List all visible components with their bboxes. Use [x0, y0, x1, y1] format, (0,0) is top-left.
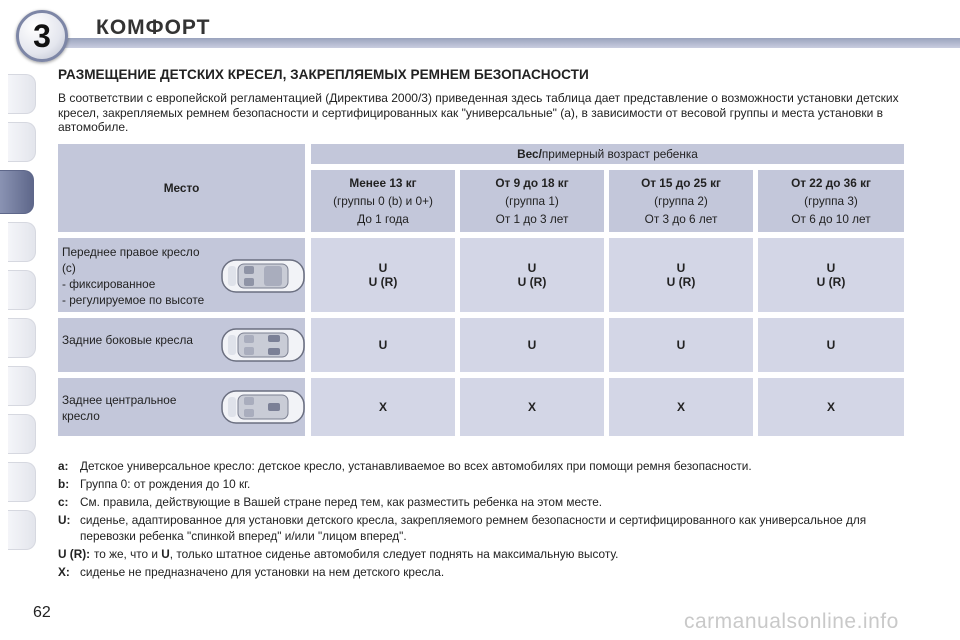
place-sub-option: - фиксированное: [62, 277, 156, 291]
group-label: (группа 3): [804, 194, 858, 208]
footnote-key: b:: [58, 477, 70, 491]
chapter-tab-10[interactable]: [8, 510, 36, 550]
group-label: (группа 1): [505, 194, 559, 208]
suitability-code: U (R): [816, 275, 846, 289]
group-age: От 6 до 10 лет: [791, 212, 871, 226]
group-age: От 1 до 3 лет: [495, 212, 569, 226]
chapter-tab-2[interactable]: [8, 122, 36, 162]
watermark: carmanualsonline.info: [684, 610, 899, 633]
place-sub-option: - регулируемое по высоте: [62, 293, 205, 307]
footnote-ur: [58, 546, 908, 562]
cell-front-group2: [609, 238, 753, 312]
group-age: От 3 до 6 лет: [644, 212, 718, 226]
suitability-code: U: [378, 261, 388, 275]
chapter-tabs: [0, 74, 38, 574]
chapter-tab-9[interactable]: [8, 462, 36, 502]
footnote-text: Группа 0: от рождения до 10 кг.: [80, 477, 251, 491]
car-top-view-icon-front: [220, 256, 306, 296]
chapter-tab-3-active[interactable]: [0, 170, 34, 214]
weight-header-label: Вес/: [517, 147, 542, 161]
suitability-code: X: [826, 400, 835, 414]
group-weight: От 22 до 36 кг: [791, 176, 871, 190]
footnote-u: [58, 512, 908, 544]
chapter-tab-8[interactable]: [8, 414, 36, 454]
weight-header-rest: примерный возраст ребенка: [541, 147, 698, 161]
chapter-badge: [16, 10, 68, 62]
cell-front-group3: [758, 238, 904, 312]
group-weight: От 15 до 25 кг: [641, 176, 721, 190]
footnote-text: Детское универсальное кресло: детское кресло, устанавливаемое во всех автомобилях при помощи ремня безопасности.: [80, 459, 752, 473]
group-weight: Менее 13 кг: [349, 176, 417, 190]
footnote-text-bold: U: [161, 547, 170, 561]
chapter-tab-1[interactable]: [8, 74, 36, 114]
child-seat-table: [58, 144, 904, 436]
footnote-b: [58, 476, 908, 492]
footnote-text: См. правила, действующие в Вашей стране перед тем, как разместить ребенка на этом месте.: [80, 495, 603, 509]
group-header-2: [609, 170, 753, 232]
place-header: Место: [163, 181, 200, 195]
footnote-text: то же, что и: [94, 547, 162, 561]
car-top-view-icon-rear-side: [220, 325, 306, 365]
suitability-code: U: [826, 338, 836, 352]
suitability-code: X: [378, 400, 387, 414]
footnote-key: a:: [58, 459, 69, 473]
chapter-tab-4[interactable]: [8, 222, 36, 262]
suitability-code: U: [676, 338, 686, 352]
chapter-tab-7[interactable]: [8, 366, 36, 406]
group-weight: От 9 до 18 кг: [495, 176, 569, 190]
footnote-key: U (R):: [58, 547, 91, 561]
cell-rear-center-group1: [460, 378, 604, 436]
chapter-number: 3: [33, 17, 51, 54]
chapter-tab-6[interactable]: [8, 318, 36, 358]
footnote-x: [58, 564, 908, 580]
cell-front-group1: [460, 238, 604, 312]
cell-rear-side-group0: [311, 318, 455, 372]
footnote-text: сиденье, адаптированное для установки детского кресла, закрепляемого ремнем безопасности и сертифицированного как универсальное для перевозки ребенка "спинкой вперед" и/или "лицом вперед".: [80, 513, 867, 543]
suitability-code: X: [676, 400, 685, 414]
cell-rear-side-group1: [460, 318, 604, 372]
cell-rear-side-group3: [758, 318, 904, 372]
group-header-0: [311, 170, 455, 232]
chapter-header: [0, 0, 960, 56]
suitability-code: U (R): [666, 275, 696, 289]
chapter-title: КОМФОРТ: [96, 16, 211, 39]
weight-header-cell: [311, 144, 904, 164]
intro-paragraph: В соответствии с европейской регламентацией (Директива 2000/3) приведенная здесь таблица дает представление о возможности установки детских кресел, закрепляемых ремнем безопасности и сертифицированных как "универсальные" (а), в зависимости от весовой группы и места установки в автомобиле.: [58, 91, 899, 134]
cell-rear-center-group0: [311, 378, 455, 436]
place-label: Задние боковые кресла: [62, 333, 193, 347]
suitability-code: U (R): [517, 275, 547, 289]
cell-front-group0: [311, 238, 455, 312]
footnote-key: c:: [58, 495, 69, 509]
suitability-code: U (R): [368, 275, 398, 289]
footnote-key: X:: [58, 565, 70, 579]
suitability-code: U: [527, 261, 537, 275]
footnote-text: , только штатное сиденье автомобиля следует поднять на максимальную высоту.: [169, 547, 619, 561]
cell-rear-center-group2: [609, 378, 753, 436]
page-number: 62: [33, 604, 51, 621]
group-age: До 1 года: [357, 212, 409, 226]
car-top-view-icon-rear-center: [220, 387, 306, 427]
group-label: (группы 0 (b) и 0+): [333, 194, 433, 208]
place-label: Заднее центральное кресло: [62, 393, 177, 423]
section-heading: РАЗМЕЩЕНИЕ ДЕТСКИХ КРЕСЕЛ, ЗАКРЕПЛЯЕМЫХ РЕМНЕМ БЕЗОПАСНОСТИ: [58, 67, 589, 82]
suitability-code: U: [676, 261, 686, 275]
cell-rear-side-group2: [609, 318, 753, 372]
group-header-3: [758, 170, 904, 232]
group-label: (группа 2): [654, 194, 708, 208]
cell-rear-center-group3: [758, 378, 904, 436]
chapter-tab-5[interactable]: [8, 270, 36, 310]
suitability-code: U: [378, 338, 388, 352]
footnote-c: [58, 494, 908, 510]
suitability-code: U: [826, 261, 836, 275]
place-header-cell: [58, 144, 305, 232]
footnotes: [58, 458, 908, 582]
suitability-code: U: [527, 338, 537, 352]
footnote-text: сиденье не предназначено для установки на нем детского кресла.: [80, 565, 445, 579]
footnote-a: [58, 458, 908, 474]
footnote-key: U:: [58, 513, 71, 527]
group-header-1: [460, 170, 604, 232]
suitability-code: X: [527, 400, 536, 414]
place-label: Переднее правое кресло (с): [62, 245, 200, 275]
